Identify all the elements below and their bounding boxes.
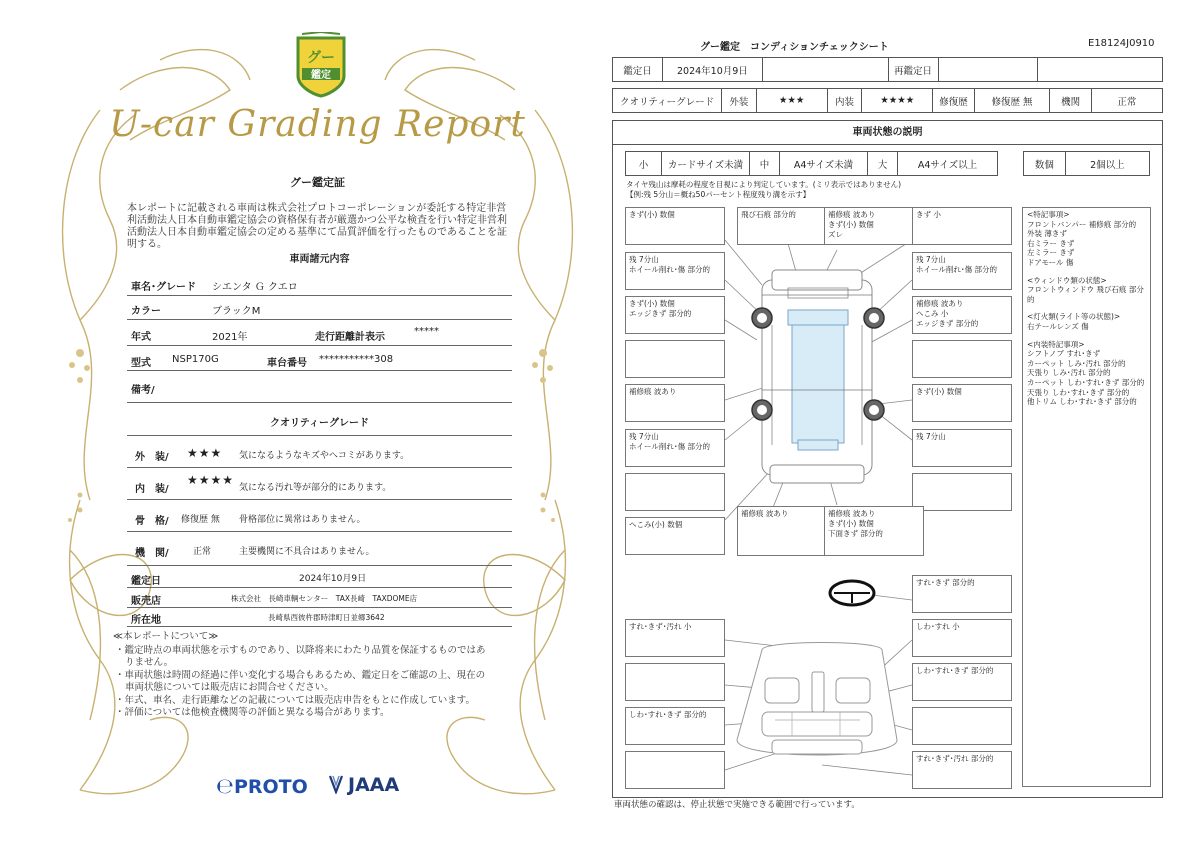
svg-text:鑑定: 鑑定 (311, 70, 331, 81)
condition-box-right-rear-door: きず(小) 数個 (912, 384, 1012, 422)
condition-box-right-front-door (912, 340, 1012, 378)
condition-box-right-quarter (912, 473, 1012, 511)
condition-box-left-quarter (625, 473, 725, 511)
spec-row-name (127, 272, 512, 296)
remarks-line: カーペット しわ･すれ･きず 部分的 (1027, 377, 1145, 387)
spec-section-title: 車両諸元内容 (289, 254, 350, 265)
condition-box-interior-left-trim: しわ･すれ･きず 部分的 (625, 707, 725, 745)
reinspection-date-label: 再鑑定日 (888, 58, 938, 82)
remarks-line: <灯火類(ライト等の状態)> (1027, 312, 1121, 322)
reinspection-date-value (938, 58, 1038, 82)
size-legend-table (625, 151, 998, 176)
note-item: ・車両状態は時間の経過に伴い変化する場合もあるため、鑑定日をご確認の上、現在の車両状態については販売店にお問合せください。 (115, 669, 486, 693)
condition-box-interior-rear-left (625, 751, 725, 789)
date-label: 鑑定日 (131, 576, 161, 587)
count-label: 数個 (1024, 152, 1066, 176)
condition-box-interior-console (912, 707, 1012, 745)
remarks-line: ドアモール 傷 (1027, 257, 1074, 267)
inspection-date-value: 2024年10月9日 (662, 58, 762, 82)
address-value: 長崎県西彼杵郡時津町日並郷3642 (268, 613, 385, 622)
name-label: 車名･グレード (131, 282, 196, 293)
exterior-desc: 気になるようなキズやヘコミがあります。 (239, 451, 410, 461)
condition-box-rear-gate: 補修痕 波あり (737, 506, 837, 556)
spec-row-remarks (127, 371, 512, 403)
remarks-line: 右ミラー きず (1027, 238, 1075, 248)
remarks-line: フロントバンパー 補修痕 部分的 (1027, 219, 1137, 229)
remarks-line: フロントウィンドウ 飛び石痕 部分的 (1027, 285, 1144, 304)
condition-box-rear-bumper: 補修痕 波あり きず(小) 数個 下面きず 部分的 (824, 506, 924, 556)
spec-row-model (127, 346, 512, 371)
remarks-line: カーペット しみ･汚れ 部分的 (1027, 358, 1126, 368)
certificate-heading: グー鑑定証 (290, 176, 345, 189)
engine-value: 正常 (1091, 89, 1162, 113)
spec-row-year (127, 320, 512, 346)
remarks-line: 外装 薄きず (1027, 229, 1067, 239)
date-value: 2024年10月9日 (299, 574, 367, 584)
condition-box-tire-rl: 残 7分山 ホイール削れ･傷 部分的 (625, 429, 725, 467)
engine-desc: 主要機関に不具合はありません。 (239, 547, 375, 557)
remarks-gap (1027, 332, 1146, 340)
dealer-value: 株式会社 長崎車輌センター TAX長崎 TAXDOME店 (231, 594, 418, 603)
proto-logo: ℮PROTO (216, 774, 308, 798)
dealer-label: 販売店 (131, 596, 161, 607)
count-desc: 2個以上 (1065, 152, 1149, 176)
remarks-line: <内装特記事項> (1027, 339, 1085, 349)
model-value: NSP170G (172, 354, 219, 365)
condition-box-left-rear-door: 補修痕 波あり (625, 384, 725, 422)
remarks-line: <特記事項> (1027, 210, 1070, 219)
remarks-gap (1027, 268, 1146, 276)
remarks-line: シフトノブ すれ･きず (1027, 349, 1101, 359)
sheet-code: E18124J0910 (1088, 38, 1155, 49)
exterior-label: 外 装/ (135, 452, 169, 463)
jaaa-logo: JAAA (328, 774, 399, 796)
legend-medium-label: 中 (750, 152, 780, 176)
info-row-date (127, 568, 512, 588)
mileage-label: 走行距離計表示 (315, 332, 385, 343)
proto-mark-icon: ℮ (216, 774, 234, 798)
remarks-line: 天張り しみ･汚れ 部分的 (1027, 368, 1111, 378)
count-legend-table (1023, 151, 1150, 176)
remarks-line: 他トリム しわ･すれ･きず 部分的 (1027, 397, 1137, 407)
remarks-label: 備考/ (131, 385, 155, 396)
quality-grade-label: クオリティーグレード (613, 89, 722, 113)
info-row-dealer (127, 588, 512, 608)
name-value: シエンタ Ｇ クエロ (212, 282, 298, 293)
address-label: 所在地 (131, 615, 161, 626)
interior-stars: ★★★★ (862, 89, 933, 113)
repair-history-label: 修復歴 (933, 89, 974, 113)
quality-row-engine (127, 532, 512, 566)
interior-label: 内 装/ (135, 484, 169, 495)
inspection-date-label: 鑑定日 (613, 58, 663, 82)
model-label: 型式 (131, 358, 151, 369)
frame-desc: 骨格部位に異常はありません。 (239, 515, 366, 525)
repair-history-value: 修復歴 無 (974, 89, 1050, 113)
condition-box-right-fender: 補修痕 波あり へこみ 小 エッジきず 部分的 (912, 296, 1012, 334)
condition-box-interior-ceiling: すれ･きず･汚れ 小 (625, 619, 725, 657)
special-remarks-box (1022, 207, 1151, 787)
condition-box-tire-fr: 残 7分山 ホイール削れ･傷 部分的 (912, 252, 1012, 290)
note-item: ・鑑定時点の車両状態を示すものであり、以降将来にわたり品質を保証するものではありません。 (115, 644, 486, 668)
notes-title: ≪本レポートについて≫ (113, 631, 219, 642)
color-value: ブラックM (212, 306, 261, 317)
mileage-value: ***** (414, 326, 439, 337)
legend-large-label: 大 (868, 152, 898, 176)
frame-label: 骨 格/ (135, 516, 169, 527)
info-row-address (127, 608, 512, 627)
quality-row-frame (127, 500, 512, 532)
year-label: 年式 (131, 332, 151, 343)
chassis-value: ***********308 (319, 354, 394, 365)
exterior-stars: ★★★ (187, 446, 223, 460)
remarks-line: 右テールレンズ 傷 (1027, 321, 1089, 331)
condition-box-front-left: きず(小) 数個 (625, 207, 725, 245)
condition-box-front-glass: 飛び石痕 部分的 (737, 207, 837, 245)
panel-title: 車両状態の説明 (613, 121, 1162, 145)
jaaa-mark-icon (328, 774, 344, 794)
goo-kantei-emblem (294, 32, 348, 98)
inspection-date-table (612, 57, 1163, 82)
certificate-intro: 本レポートに記載される車両は株式会社プロトコーポレーションが委託する特定非営利活動法人日本自動車鑑定協会の資格保有者が厳選かつ公平な検査を行い特定非営利活動法人日本自動車鑑定協会の定める基準にて品質評価を行ったものであることを証明する。 (127, 203, 507, 250)
engine-label: 機関 (1050, 89, 1091, 113)
remarks-line: <ウィンドウ類の状態> (1027, 275, 1107, 285)
interior-label: 内装 (827, 89, 861, 113)
exterior-stars: ★★★ (756, 89, 827, 113)
steering-wheel-icon (830, 581, 874, 605)
color-label: カラー (131, 306, 161, 317)
legend-large-desc: A4サイズ以上 (898, 152, 998, 176)
condition-box-tire-fl: 残 7分山 ホイール削れ･傷 部分的 (625, 252, 725, 290)
condition-box-tire-rr: 残 7分山 (912, 429, 1012, 467)
note-item: ・年式、車名、走行距離などの記載については販売店申告をもとに作成しています。 (115, 694, 476, 706)
condition-box-left-front-door (625, 340, 725, 378)
engine-label: 機 関/ (135, 548, 169, 559)
legend-medium-desc: A4サイズ未満 (780, 152, 868, 176)
frame-value: 修復歴 無 (181, 515, 220, 525)
year-value: 2021年 (212, 332, 248, 343)
condition-box-rear-left: へこみ(小) 数個 (625, 517, 725, 555)
chassis-label: 車台番号 (267, 358, 307, 369)
condition-box-left-fender: きず(小) 数個 エッジきず 部分的 (625, 296, 725, 334)
condition-box-front-bumper: 補修痕 波あり きず(小) 数個 ズレ (824, 207, 924, 245)
svg-text:グー: グー (307, 50, 335, 66)
empty-cell (762, 58, 888, 82)
condition-box-interior-dash: しわ･すれ 小 (912, 619, 1012, 657)
sheet-title: グー鑑定 コンディションチェックシート (700, 42, 889, 53)
condition-box-front-right: きず 小 (912, 207, 1012, 245)
tire-note-2: 【例:残 5分山＝概ね50パーセント程度残り溝を示す】 (626, 190, 811, 199)
remarks-line: 天張り しわ･すれ･きず 部分的 (1027, 387, 1130, 397)
quality-section-title: クオリティーグレード (270, 418, 369, 429)
interior-stars: ★★★★ (187, 473, 235, 487)
engine-value: 正常 (193, 547, 212, 557)
condition-box-steering: すれ･きず 部分的 (912, 575, 1012, 613)
tire-note-1: タイヤ残山は摩耗の程度を目視により判定しています。(ミリ表示ではありません) (626, 180, 902, 189)
quality-divider (127, 427, 512, 436)
report-title: U-car Grading Report (109, 104, 526, 145)
empty-cell (1038, 58, 1163, 82)
grading-certificate (40, 20, 595, 820)
condition-box-interior-right-seat: しわ･すれ･きず 部分的 (912, 663, 1012, 701)
quality-grade-table (612, 88, 1163, 113)
condition-box-interior-rear: すれ･きず･汚れ 部分的 (912, 751, 1012, 789)
legend-small-desc: カードサイズ未満 (662, 152, 750, 176)
spec-row-color (127, 296, 512, 320)
quality-row-interior (127, 468, 512, 500)
quality-row-exterior (127, 436, 512, 468)
legend-small-label: 小 (626, 152, 662, 176)
report-notes (113, 631, 488, 720)
condition-box-interior-left-seat (625, 663, 725, 701)
note-item: ・評価については他検査機関等の評価と異なる場合があります。 (115, 707, 390, 718)
remarks-line: 左ミラー きず (1027, 248, 1075, 258)
sheet-footer-note: 車両状態の確認は、停止状態で実施できる範囲で行っています。 (614, 800, 860, 810)
interior-desc: 気になる汚れ等が部分的にあります。 (239, 483, 392, 493)
exterior-label: 外装 (722, 89, 756, 113)
